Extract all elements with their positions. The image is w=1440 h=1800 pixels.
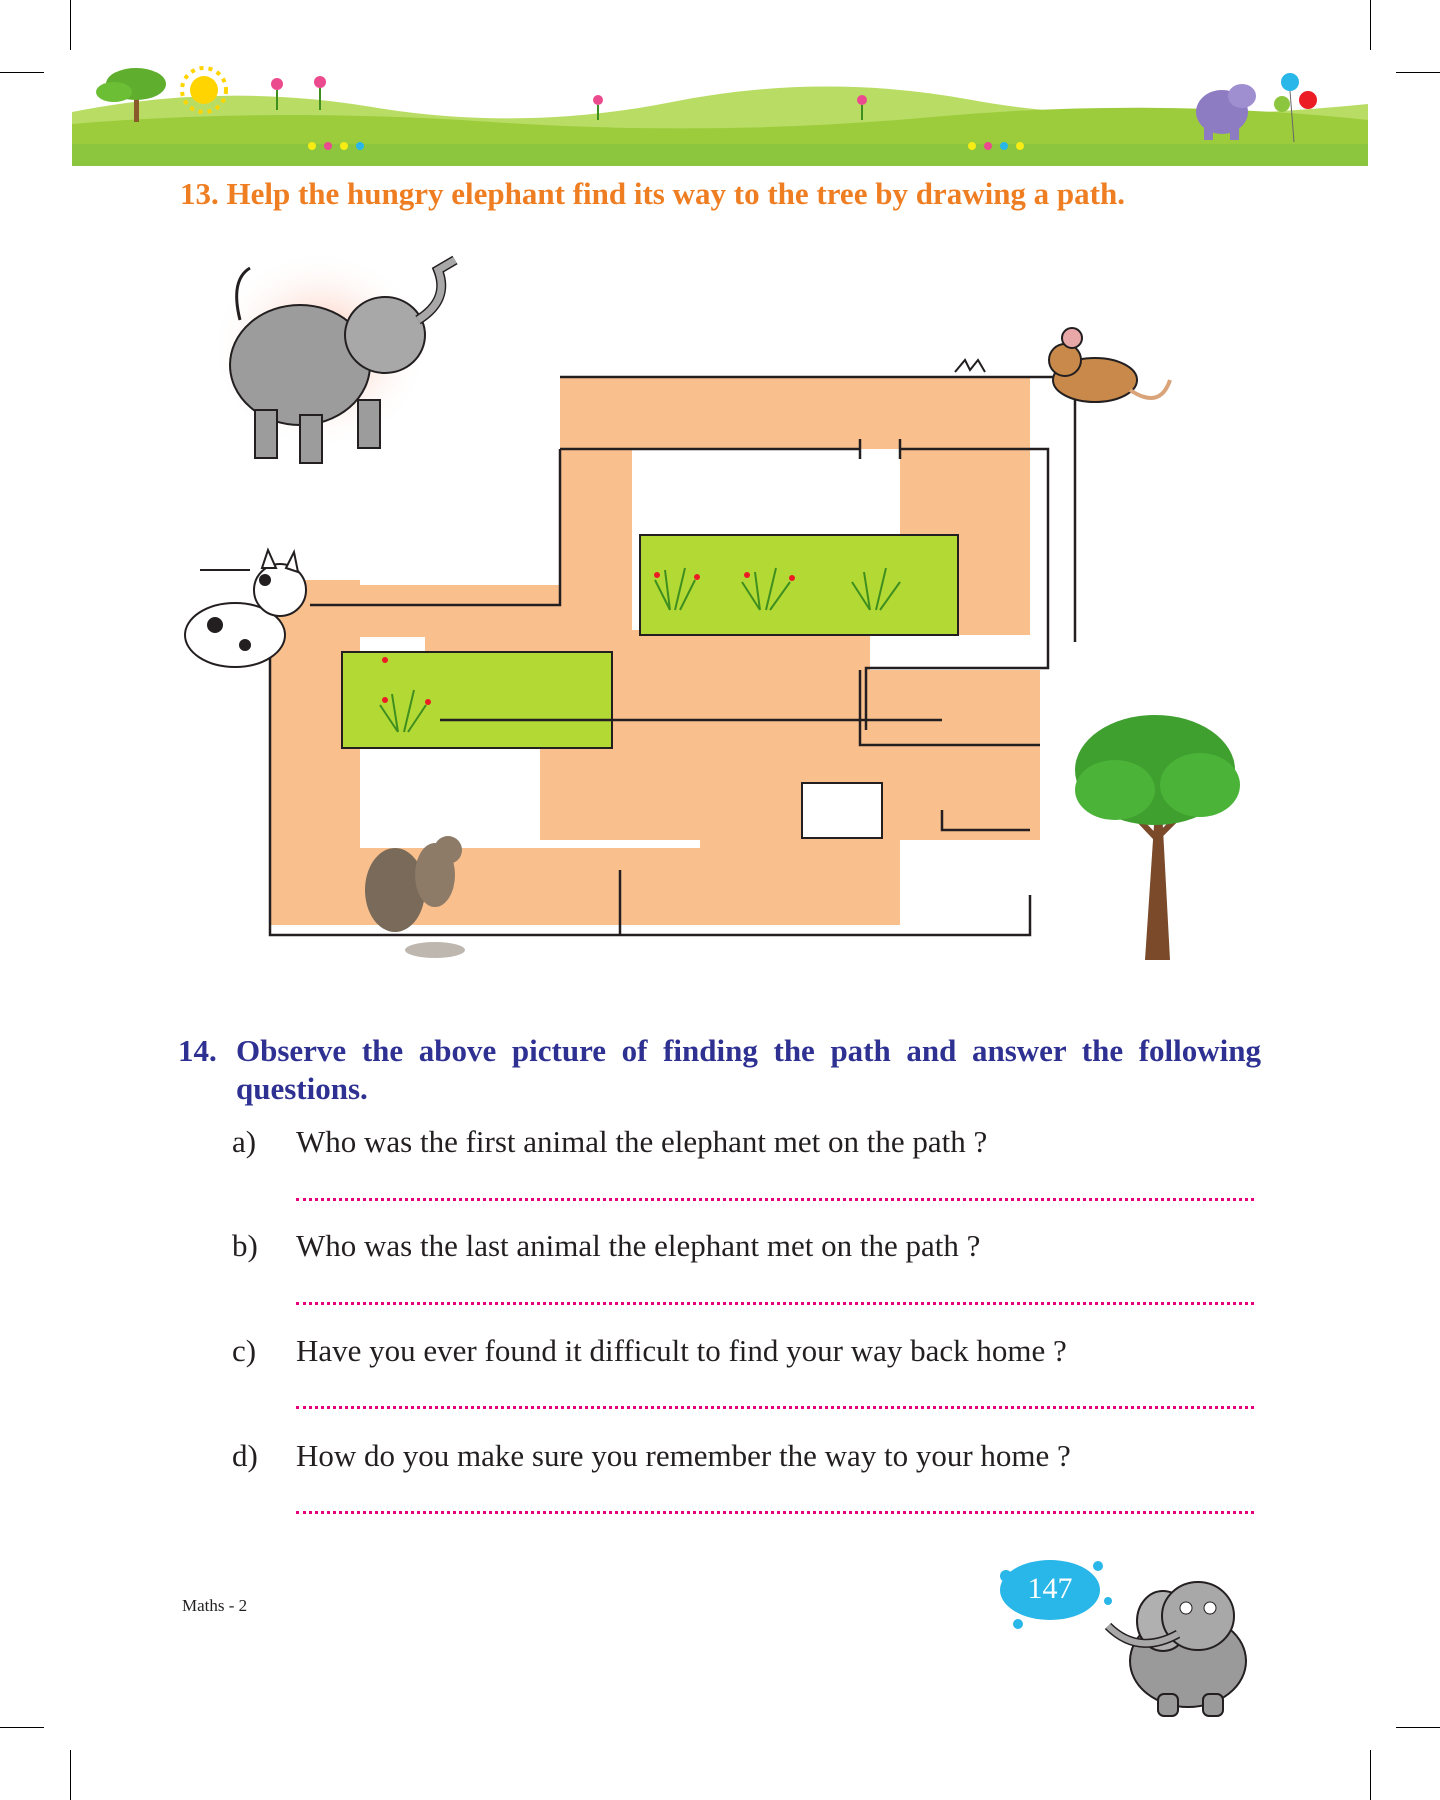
crop-mark — [1370, 1750, 1371, 1800]
answer-line-b[interactable] — [296, 1302, 1254, 1305]
crop-mark — [1370, 0, 1371, 50]
crop-mark — [70, 0, 71, 50]
subquestion-letter: c) — [232, 1333, 257, 1368]
crop-mark — [0, 1727, 44, 1728]
tree-icon — [1075, 715, 1240, 960]
question-14-number: 14. — [178, 1033, 217, 1068]
page-number: 147 — [1027, 1572, 1073, 1605]
subquestion-text: Who was the first animal the elephant met on the path ? — [296, 1124, 988, 1159]
book-title: Maths - 2 — [182, 1596, 248, 1615]
header-banner — [72, 62, 1368, 166]
subquestion-text: Who was the last animal the elephant met on the path ? — [296, 1228, 981, 1263]
question-13 — [180, 176, 1280, 212]
answer-line-d[interactable] — [296, 1511, 1254, 1514]
crop-mark — [1396, 72, 1440, 73]
crop-mark — [70, 1750, 71, 1800]
cartoon-elephant-icon — [1108, 1582, 1246, 1716]
subquestion-letter: b) — [232, 1228, 258, 1263]
elephant-icon — [210, 250, 455, 463]
answer-line-c[interactable] — [296, 1406, 1254, 1409]
question-13-number: 13. — [180, 176, 219, 211]
subquestion-text: Have you ever found it difficult to find your way back home ? — [296, 1333, 1067, 1368]
maze-illustration — [170, 250, 1280, 990]
question-14 — [178, 1032, 1261, 1108]
crop-mark — [0, 72, 44, 73]
subquestion-text: How do you make sure you remember the way to your home ? — [296, 1438, 1071, 1473]
subquestion-letter: d) — [232, 1438, 258, 1473]
crop-mark — [1396, 1727, 1440, 1728]
subquestion-letter: a) — [232, 1124, 257, 1159]
maze-dead-end — [802, 783, 882, 838]
question-13-text: Help the hungry elephant find its way to the tree by drawing a path. — [226, 176, 1125, 211]
answer-line-a[interactable] — [296, 1198, 1254, 1201]
question-14-text: Observe the above picture of finding the path and answer the following questions. — [236, 1033, 1261, 1106]
